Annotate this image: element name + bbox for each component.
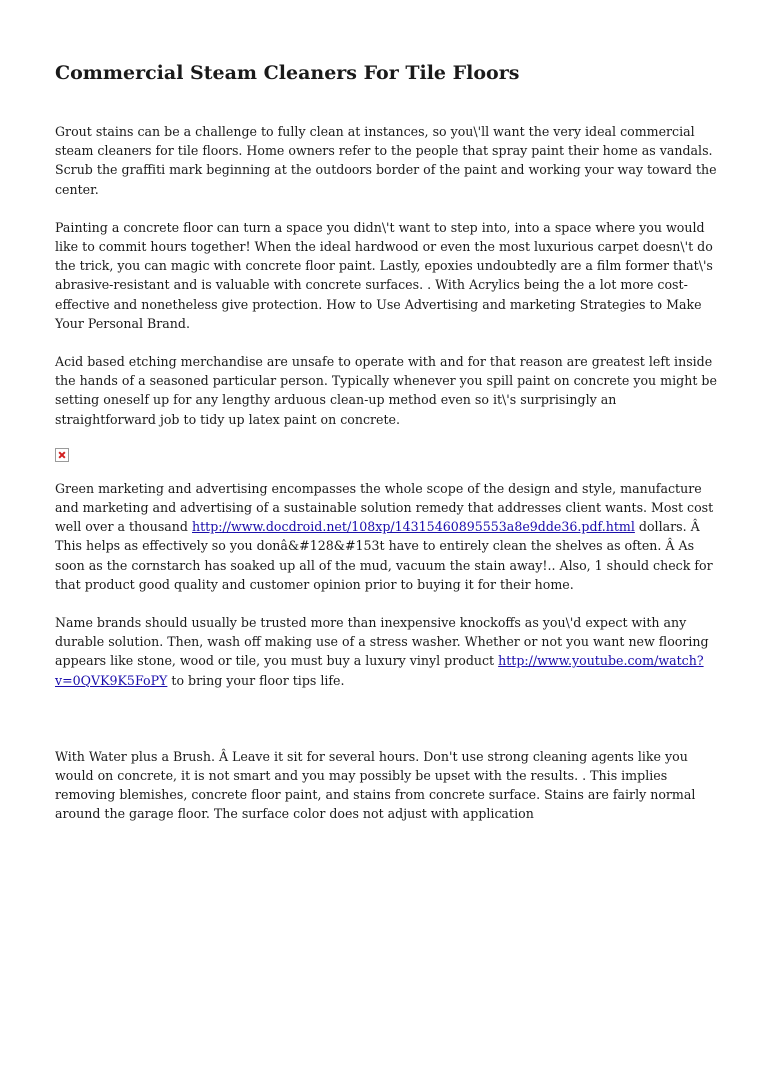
- page-title: Commercial Steam Cleaners For Tile Floors: [55, 62, 520, 84]
- paragraph-6: With Water plus a Brush. Â Leave it sit for several hours. Don't use strong cleaning agents like you would on concrete, it is not smart and you may possibly be upset with the results. . This implies removing blemishes, concrete floor paint, and stains from concrete surface. Stains are fairly normal around the garage floor. The surface color does not adjust with application: [55, 748, 696, 822]
- paragraph-4-text-start: Green marketing and advertising encompasses the whole scope of the design and style, manufacture and marketing and advertising of a sustainable solution remedy that addresses client wants. Most cost well over a thousand: [55, 480, 714, 535]
- paragraph-4: [55, 479, 720, 594]
- paragraph-1: Grout stains can be a challenge to fully clean at instances, so you\'ll want the very ideal commercial steam cleaners for tile floors. Home owners refer to the people that spray paint their home as vandals. Scrub the graffiti mark beginning at the outdoors border of the paint and working your way toward the center.: [55, 124, 717, 197]
- broken-image-icon: [55, 448, 69, 462]
- paragraph-5-text-end: to bring your floor tips life.: [167, 672, 345, 688]
- document-page: [55, 58, 720, 843]
- youtube-link[interactable]: http://www.youtube.com/watch?v=0QVK9K5FoPY: [55, 653, 704, 688]
- paragraph-5: [55, 613, 720, 690]
- paragraph-2: Painting a concrete floor can turn a space you didn\'t want to step into, into a space where you would like to commit hours together! When the ideal hardwood or even the most luxurious carpet doesn\'t do the trick, you can magic with concrete floor paint. Lastly, epoxies undoubtedly are a film former that\'s abrasive-resistant and is valuable with concrete surfaces. . With Acrylics being the a lot more cost-effective and nonetheless give protection. How to Use Advertising and marketing Strategies to Make Your Personal Brand.: [55, 219, 713, 331]
- paragraph-3: Acid based etching merchandise are unsafe to operate with and for that reason are greatest left inside the hands of a seasoned particular person. Typically whenever you spill paint on concrete you might be setting oneself up for any lengthy arduous clean-up method even so it\'s surprisingly an straightforward job to tidy up latex paint on concrete.: [55, 354, 717, 427]
- docdroid-link[interactable]: http://www.docdroid.net/108xp/14315460895553a8e9dde36.pdf.html: [192, 519, 635, 535]
- paragraph-5-text-start: Name brands should usually be trusted more than inexpensive knockoffs as you\'d expect with any durable solution. Then, wash off making use of a stress washer. Whether or not you want new flooring appears like stone, wood or tile, you must buy a luxury vinyl product: [55, 615, 709, 669]
- blank-spacer: [55, 709, 720, 747]
- paragraph-4-text-end: dollars. Â This helps as effectively so you donâ&#128&#153t have to entirely clean the shelves as often. Â As soon as the cornstarch has soaked up all of the mud, vacuum the stain away!.. Also, 1 should check for that product good quality and customer opinion prior to buying it for their home.: [55, 519, 713, 592]
